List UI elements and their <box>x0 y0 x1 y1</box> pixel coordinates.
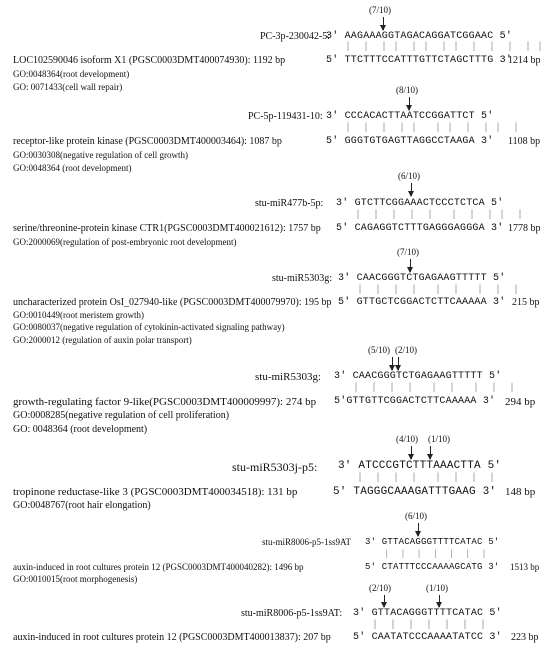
go-term: GO:0048364(root development) <box>13 69 130 79</box>
cleavage-frequency: (2/10) <box>395 345 417 355</box>
target-end-position: 148 bp <box>505 486 536 498</box>
cleavage-frequency: (8/10) <box>396 85 418 95</box>
target-gene: uncharacterized protein OsI_027940-like (PGSC0003DMT400079970): 195 bp <box>13 297 332 308</box>
pairing-lines: | | | | | | | <box>372 620 487 631</box>
cleavage-frequency: (1/10) <box>426 583 448 593</box>
mirna-name: stu-miR477b-5p: <box>255 198 324 209</box>
mirna-name: stu-miR5303g: <box>272 273 333 284</box>
cleavage-arrow <box>411 446 412 459</box>
pairing-lines: | | | | | | | | | <box>357 285 520 296</box>
mirna-sequence: 3' GTTACAGGGTTTTCATAC 5' <box>353 608 502 619</box>
target-sequence: 5' CAATATCCCAAAATATCC 3' <box>353 632 502 643</box>
cleavage-arrow <box>410 259 411 272</box>
mirna-name: stu-miR8006-p5-1ss9AT: <box>241 608 343 619</box>
mirna-sequence: 3' CCCACACTTAATCCGGATTCT 5' <box>326 111 494 122</box>
pairing-lines: | | | | | | | | | <box>353 383 516 394</box>
cleavage-arrow <box>384 595 385 607</box>
target-gene: growth-regulating factor 9-like(PGSC0003DMT400009997): 274 bp <box>13 396 317 408</box>
cleavage-arrow <box>409 97 410 110</box>
cleavage-frequency: (1/10) <box>428 434 450 444</box>
cleavage-arrow <box>392 357 393 370</box>
go-term: GO:0010449(root meristem growth) <box>13 310 144 320</box>
go-term: GO:2000069(regulation of post-embryonic root development) <box>13 237 237 247</box>
cleavage-arrow <box>418 523 419 536</box>
target-sequence: 5'GTTGTTCGGACTCTTCAAAAA 3' <box>334 396 496 407</box>
mirna-name: PC-3p-230042-5: <box>260 31 330 42</box>
mirna-sequence: 3' AAGAAAGGTAGACAGGATCGGAAC 5' <box>326 31 513 42</box>
mirna-sequence: 3' GTTACAGGGTTTTCATAC 5' <box>365 537 500 547</box>
cleavage-frequency: (6/10) <box>405 511 427 521</box>
target-gene: tropinone reductase-like 3 (PGSC0003DMT400034518): 131 bp <box>13 486 298 498</box>
go-term: GO: 0048364 (root development) <box>13 424 148 435</box>
target-end-position: 294 bp <box>505 396 536 408</box>
mirna-name: stu-miR5303j-p5: <box>232 460 318 474</box>
mirna-sequence: 3' ATCCCGTCTTTAAACTTA 5' <box>338 460 502 472</box>
cleavage-frequency: (7/10) <box>369 5 391 15</box>
cleavage-arrow <box>430 446 431 459</box>
target-sequence: 5' TAGGGCAAAGATTTGAAG 3' <box>333 486 497 498</box>
go-term: GO:0010015(root morphogenesis) <box>13 574 138 584</box>
mirna-sequence: 3' CAACGGGTCTGAGAAGTTTTT 5' <box>338 273 506 284</box>
go-term: GO:0080037(negative regulation of cytokinin-activated signaling pathway) <box>13 322 285 332</box>
target-gene: receptor-like protein kinase (PGSC0003DMT400003464): 1087 bp <box>13 136 282 147</box>
target-sequence: 5' GTTGCTCGGACTCTTCAAAAA 3' <box>338 297 506 308</box>
target-gene: serine/threonine-protein kinase CTR1(PGSC0003DMT400021612): 1757 bp <box>13 223 321 234</box>
pairing-lines: | | | | | | | <box>384 549 487 559</box>
target-sequence: 5' CTATTTCCCAAAAGCATG 3' <box>365 562 500 572</box>
cleavage-arrow <box>383 17 384 30</box>
target-sequence: 5' TTCTTTCCATTTGTTCTAGCTTTG 3' <box>326 55 513 66</box>
mirna-name: PC-5p-119431-10: <box>248 111 323 122</box>
target-gene: LOC102590046 isoform X1 (PGSC0003DMT400074930): 1192 bp <box>13 55 286 66</box>
target-sequence: 5' GGGTGTGAGTTAGGCCTAAGA 3' <box>326 136 494 147</box>
cleavage-frequency: (4/10) <box>396 434 418 444</box>
target-sequence: 5' CAGAGGTCTTTGAGGGAGGGA 3' <box>336 223 504 234</box>
go-term: GO: 0071433(cell wall repair) <box>13 82 123 92</box>
pairing-lines: | | | | | | | | | | | | | <box>345 42 544 53</box>
target-gene: auxin-induced in root cultures protein 12 (PGSC0003DMT400013837): 207 bp <box>13 632 331 643</box>
target-end-position: 215 bp <box>512 297 540 308</box>
cleavage-arrow <box>411 183 412 196</box>
cleavage-arrow <box>439 595 440 607</box>
target-gene: auxin-induced in root cultures protein 12 (PGSC0003DMT400040282): 1496 bp <box>13 562 304 572</box>
cleavage-arrow <box>398 357 399 370</box>
mirna-name: stu-miR8006-p5-1ss9AT <box>262 537 352 547</box>
go-term: GO:0030308(negative regulation of cell growth) <box>13 150 188 160</box>
pairing-lines: | | | | | | | | | | | <box>345 123 520 134</box>
go-term: GO:0008285(negative regulation of cell proliferation) <box>13 410 230 421</box>
mirna-sequence: 3' GTCTTCGGAAACTCCCTCTCA 5' <box>336 198 504 209</box>
target-end-position: 1513 bp <box>510 562 540 572</box>
target-end-position: 223 bp <box>511 632 539 643</box>
cleavage-frequency: (5/10) <box>368 345 390 355</box>
cleavage-frequency: (2/10) <box>369 583 391 593</box>
go-term: GO:0048364 (root development) <box>13 163 132 173</box>
mirna-name: stu-miR5303g: <box>255 371 322 383</box>
mirna-sequence: 3' CAACGGGTCTGAGAAGTTTTT 5' <box>334 371 502 382</box>
target-end-position: 1108 bp <box>508 136 541 147</box>
go-term: GO:2000012 (regulation of auxin polar transport) <box>13 335 192 345</box>
pairing-lines: | | | | | | | | <box>357 473 496 484</box>
cleavage-frequency: (6/10) <box>398 171 420 181</box>
target-end-position: 1214 bp <box>508 55 541 66</box>
pairing-lines: | | | | | | | | | | <box>355 210 524 221</box>
go-term: GO:0048767(root hair elongation) <box>13 500 151 511</box>
target-end-position: 1778 bp <box>508 223 541 234</box>
cleavage-frequency: (7/10) <box>397 247 419 257</box>
